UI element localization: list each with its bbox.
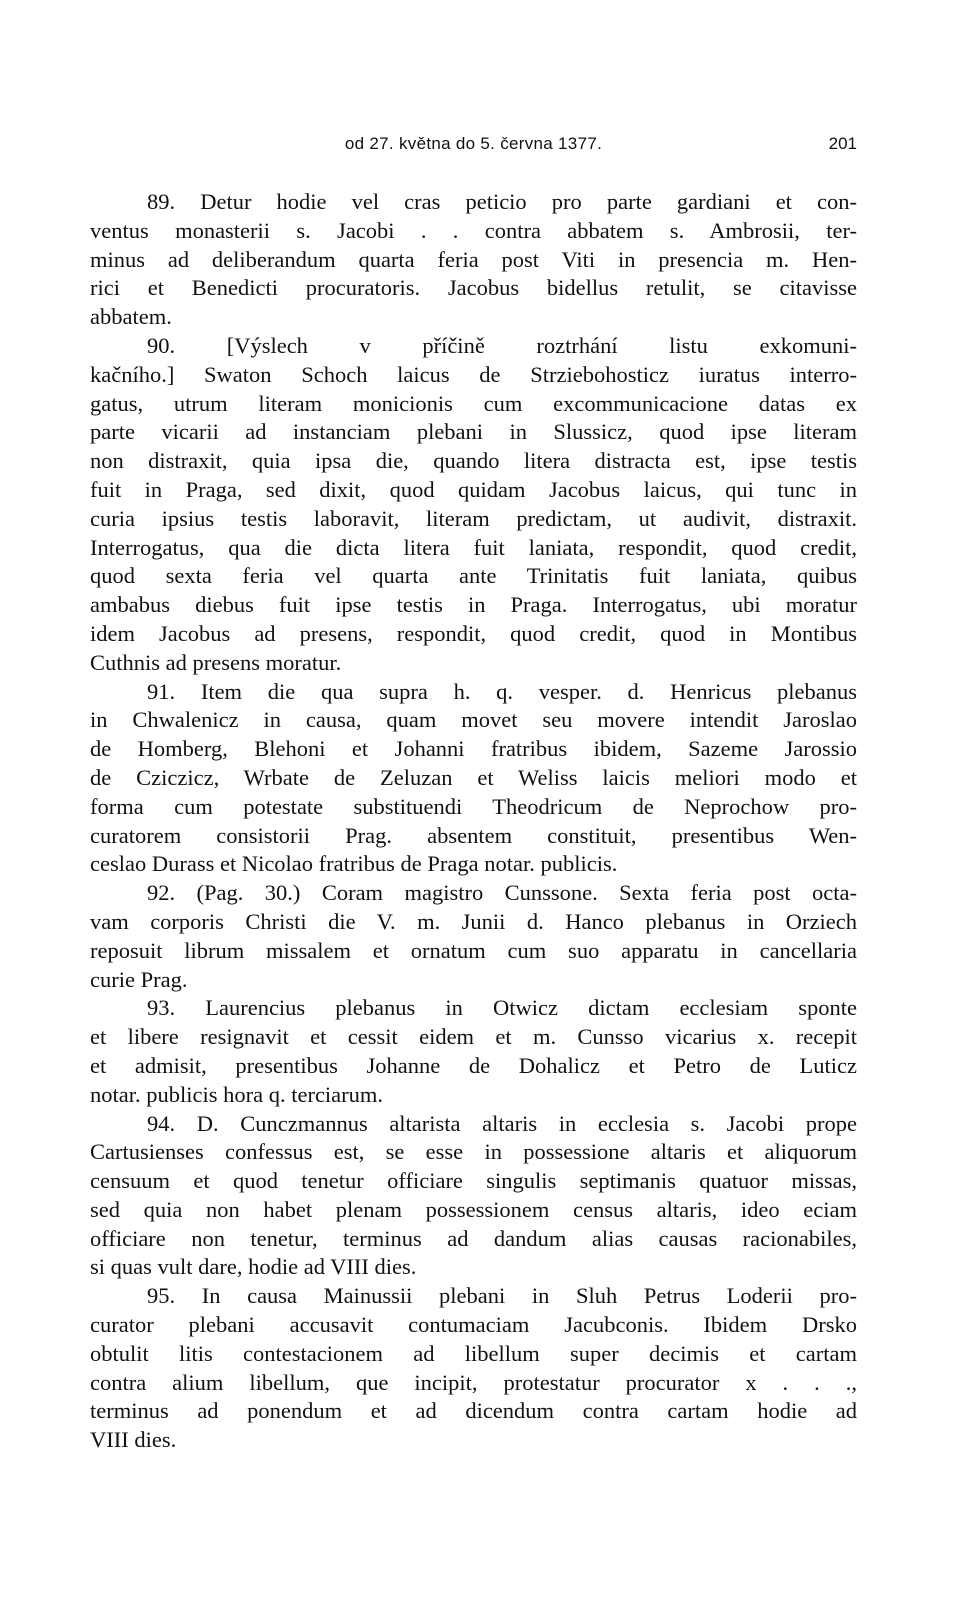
text-line: terminus ad ponendum et ad dicendum contra cartam hodie ad — [90, 1398, 857, 1424]
text-line: et admisit, presentibus Johanne de Dohalicz et Petro de Luticz — [90, 1052, 857, 1078]
text-line: quod sexta feria vel quarta ante Trinitatis fuit laniata, quibus — [90, 563, 857, 589]
text-line: minus ad deliberandum quarta feria post Viti in presencia m. Hen- — [90, 246, 857, 272]
text-line: curator plebani accusavit contumaciam Jacubconis. Ibidem Drsko — [90, 1312, 857, 1338]
text-line: officiare non tenetur, terminus ad dandum alias causas racionabiles, — [90, 1225, 857, 1251]
text-line: 92. (Pag. 30.) Coram magistro Cunssone. Sexta feria post octa- — [147, 880, 857, 906]
text-line: forma cum potestate substituendi Theodricum de Neprochow pro- — [90, 793, 857, 819]
text-line: kačního.] Swaton Schoch laicus de Strziebohosticz iuratus interro- — [90, 361, 857, 387]
text-line: Interrogatus, qua die dicta litera fuit laniata, respondit, quod credit, — [90, 534, 857, 560]
text-line: parte vicarii ad instanciam plebani in Slussicz, quod ipse literam — [90, 419, 857, 445]
text-line: non distraxit, quia ipsa die, quando litera distracta est, ipse testis — [90, 448, 857, 474]
text-line: gatus, utrum literam monicionis cum excommunicacione datas ex — [90, 390, 857, 416]
text-line: si quas vult dare, hodie ad VIII dies. — [90, 1254, 417, 1280]
text-line: 91. Item die qua supra h. q. vesper. d. Henricus plebanus — [147, 678, 857, 704]
text-line: rici et Benedicti procuratoris. Jacobus bidellus retulit, se citavisse — [90, 275, 857, 301]
text-line: de Cziczicz, Wrbate de Zeluzan et Weliss laicis meliori modo et — [90, 764, 857, 790]
text-line: contra alium libellum, que incipit, protestatur procurator x . . ., — [90, 1369, 857, 1395]
text-line: VIII dies. — [90, 1427, 177, 1453]
text-line: 93. Laurencius plebanus in Otwicz dictam ecclesiam sponte — [147, 995, 857, 1021]
page-number: 201 — [828, 134, 857, 153]
text-line: 94. D. Cunczmannus altarista altaris in ecclesia s. Jacobi prope — [147, 1110, 857, 1136]
body-text — [90, 188, 857, 1455]
text-line: obtulit litis contestacionem ad libellum super decimis et cartam — [90, 1340, 857, 1366]
text-line: sed quia non habet plenam possessionem census altaris, ideo eciam — [90, 1196, 857, 1222]
running-head: od 27. května do 5. června 1377. — [344, 134, 603, 153]
text-line: Cartusienses confessus est, se esse in possessione altaris et aliquorum — [90, 1139, 857, 1165]
text-line: censuum et quod tenetur officiare singulis septimanis quatuor missas, — [90, 1168, 857, 1194]
text-line: ceslao Durass et Nicolao fratribus de Praga notar. publicis. — [90, 851, 618, 877]
text-line: notar. publicis hora q. terciarum. — [90, 1081, 384, 1107]
text-line: 89. Detur hodie vel cras peticio pro parte gardiani et con- — [147, 189, 857, 214]
text-line: abbatem. — [90, 304, 172, 330]
text-line: ventus monasterii s. Jacobi . . contra abbatem s. Ambrosii, ter- — [90, 217, 857, 243]
text-line: idem Jacobus ad presens, respondit, quod credit, quod in Montibus — [90, 620, 857, 646]
text-line: Cuthnis ad presens moratur. — [90, 649, 342, 675]
text-line: curia ipsius testis laboravit, literam predictam, ut audivit, distraxit. — [90, 505, 857, 531]
text-line: curie Prag. — [90, 966, 188, 992]
text-line: fuit in Praga, sed dixit, quod quidam Jacobus laicus, qui tunc in — [90, 476, 857, 502]
text-line: 95. In causa Mainussii plebani in Sluh Petrus Loderii pro- — [147, 1283, 857, 1309]
text-line: reposuit librum missalem et ornatum cum suo apparatu in cancellaria — [90, 937, 857, 963]
text-line: curatorem consistorii Prag. absentem constituit, presentibus Wen- — [90, 822, 857, 848]
text-line: ambabus diebus fuit ipse testis in Praga. Interrogatus, ubi moratur — [90, 592, 857, 618]
text-line: de Homberg, Blehoni et Johanni fratribus ibidem, Sazeme Jarossio — [90, 736, 857, 762]
text-line: 90. [Výslech v příčině roztrhání listu exkomuni- — [147, 332, 857, 358]
text-line: et libere resignavit et cessit eidem et m. Cunsso vicarius x. recepit — [90, 1024, 857, 1050]
text-line: in Chwalenicz in causa, quam movet seu movere intendit Jaroslao — [90, 707, 857, 733]
text-line: vam corporis Christi die V. m. Junii d. Hanco plebanus in Orziech — [90, 908, 857, 934]
page-header — [90, 134, 857, 164]
